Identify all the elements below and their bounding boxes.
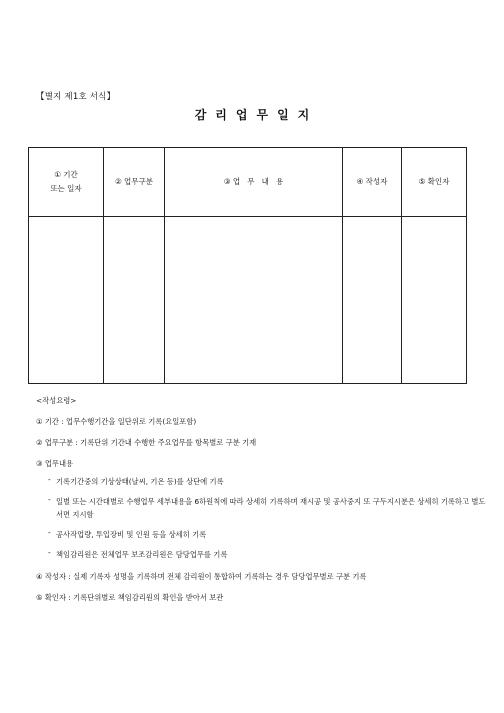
table-header-row <box>29 148 467 217</box>
cell-period-date[interactable] <box>29 217 104 384</box>
instruction-sub-text: 기록기간중의 기상상태(날씨, 기온 등)를 상단에 기록 <box>56 477 224 486</box>
header-writer <box>343 148 402 217</box>
instruction-item-confirmer: ⑤ 확인자 : 기록단위별로 책임감리원의 확인을 받아서 보관 <box>36 593 224 602</box>
header-period-date <box>29 148 104 217</box>
instruction-item-category: ② 업무구분 : 기록단위 기간내 수행한 주요업무를 항목별로 구분 기재 <box>36 438 257 447</box>
header-line: ③ 업 무 내 용 <box>223 177 284 186</box>
dash-bullet: - <box>48 548 51 557</box>
cell-confirmer[interactable] <box>402 217 467 384</box>
cell-task-content[interactable] <box>165 217 343 384</box>
instruction-item-content-label: ③ 업무내용 <box>36 459 74 468</box>
instruction-sub-item <box>48 475 486 488</box>
dash-bullet: - <box>48 528 51 537</box>
instruction-sub-item <box>48 495 486 521</box>
header-task-content <box>165 148 343 217</box>
dash-bullet: - <box>48 475 51 484</box>
instructions-heading: <작성요령> <box>36 396 77 405</box>
cell-task-category[interactable] <box>104 217 165 384</box>
header-line: 또는 일자 <box>50 184 82 193</box>
document-title: 감리업무일지 <box>194 108 319 122</box>
header-line: ② 업무구분 <box>114 177 154 186</box>
header-task-category <box>104 148 165 217</box>
supervision-journal-table <box>28 147 467 384</box>
instruction-sub-item <box>48 528 486 541</box>
instruction-sub-text: 일별 또는 시간대별로 수행업무 세부내용을 6하원칙에 따라 상세히 기록하며 재시공 및 공사중지 또 구두지시분은 상세히 기록하고 별도 서면 지시함 <box>56 497 486 519</box>
table-body-row <box>29 217 467 384</box>
instruction-sub-text: 공사작업량, 투입장비 및 인원 등을 상세히 기록 <box>56 530 207 539</box>
instruction-item-writer: ④ 작성자 : 실제 기록자 성명을 기록하며 전체 감리원이 통합하여 기록하는 경우 담당업무별로 구분 기록 <box>36 572 367 581</box>
instruction-sub-text: 책임감리원은 전체업무 보조감리원은 담당업무를 기록 <box>56 550 228 559</box>
dash-bullet: - <box>48 495 51 504</box>
header-line: ① 기간 <box>54 170 78 179</box>
cell-writer[interactable] <box>343 217 402 384</box>
form-number-label: 【별지 제1호 서식】 <box>36 92 116 102</box>
header-line: ⑤ 확인자 <box>418 177 450 186</box>
header-confirmer <box>402 148 467 217</box>
writing-instructions <box>36 396 486 614</box>
instruction-sub-item <box>48 548 486 561</box>
instruction-sub-list <box>48 475 486 561</box>
header-line: ④ 작성자 <box>356 177 388 186</box>
instruction-item-period: ① 기간 : 업무수행기간을 일단위로 기록(요일포함) <box>36 417 197 426</box>
instruction-item-content <box>36 459 486 561</box>
